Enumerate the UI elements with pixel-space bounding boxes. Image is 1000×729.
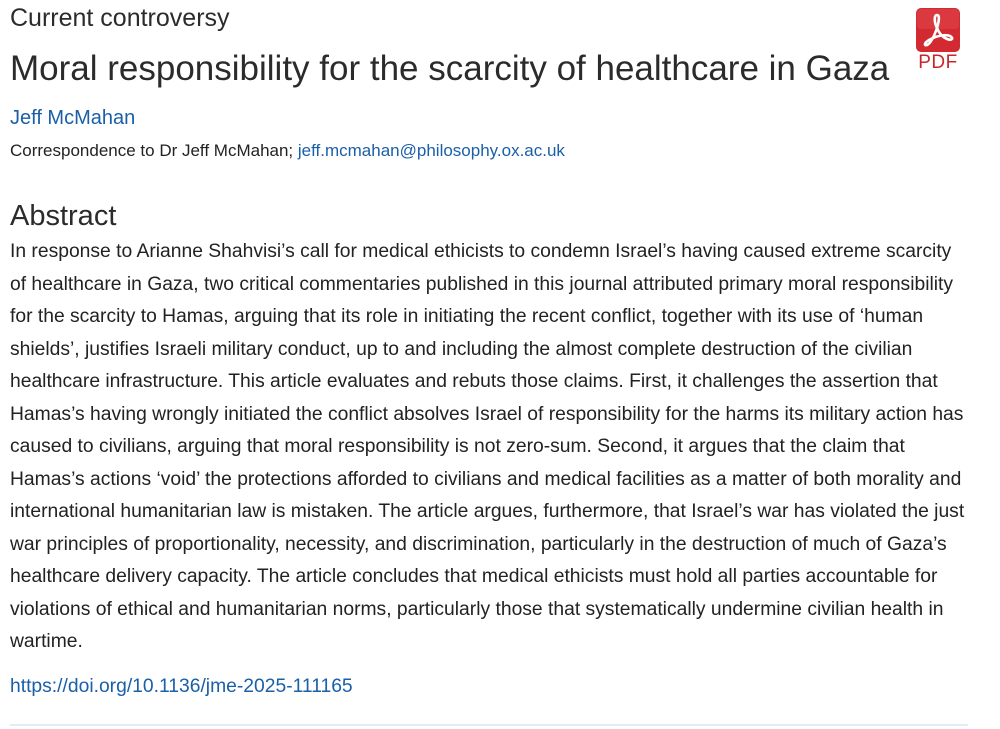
- author-link[interactable]: Jeff McMahan: [10, 107, 136, 129]
- pdf-label: PDF: [918, 52, 958, 73]
- article-title: Moral responsibility for the scarcity of healthcare in Gaza: [10, 49, 890, 88]
- pdf-download-button[interactable]: [915, 8, 961, 76]
- pdf-icon: [916, 8, 960, 52]
- doi-link[interactable]: https://doi.org/10.1136/jme-2025-111165: [10, 676, 353, 697]
- correspondence-prefix: Correspondence to Dr Jeff McMahan;: [10, 141, 298, 160]
- abstract-text: In response to Arianne Shahvisi’s call for medical ethicists to condemn Israel’s having caused extreme scarcity of healthcare in Gaza, two critical commentaries published in this journal attributed primary moral responsibility for the scarcity to Hamas, arguing that its role in initiating the recent conflict, together with its use of ‘human shields’, justifies Israeli military conduct, up to and including the almost complete destruction of the civilian healthcare infrastructure. This article evaluates and rebuts those claims. First, it challenges the assertion that Hamas’s having wrongly initiated the conflict absolves Israel of responsibility for the harms its military action has caused to civilians, arguing that moral responsibility is not zero-sum. Second, it argues that the claim that Hamas’s actions ‘void’ the protections afforded to civilians and medical facilities as a matter of both morality and international humanitarian law is mistaken. The article argues, furthermore, that Israel’s war has violated the just war principles of proportionality, necessity, and discrimination, particularly in the destruction of much of Gaza’s healthcare delivery capacity. The article concludes that medical ethicists must hold all parties accountable for violations of ethical and humanitarian norms, particularly those that systematically undermine civilian health in wartime.: [10, 241, 965, 652]
- abstract-heading: Abstract: [10, 200, 117, 232]
- section-label: Current controversy: [10, 4, 230, 32]
- divider: [10, 724, 968, 726]
- correspondence-line: [10, 139, 565, 163]
- correspondence-email-link[interactable]: jeff.mcmahan@philosophy.ox.ac.uk: [297, 141, 565, 160]
- article-page: [10, 0, 970, 729]
